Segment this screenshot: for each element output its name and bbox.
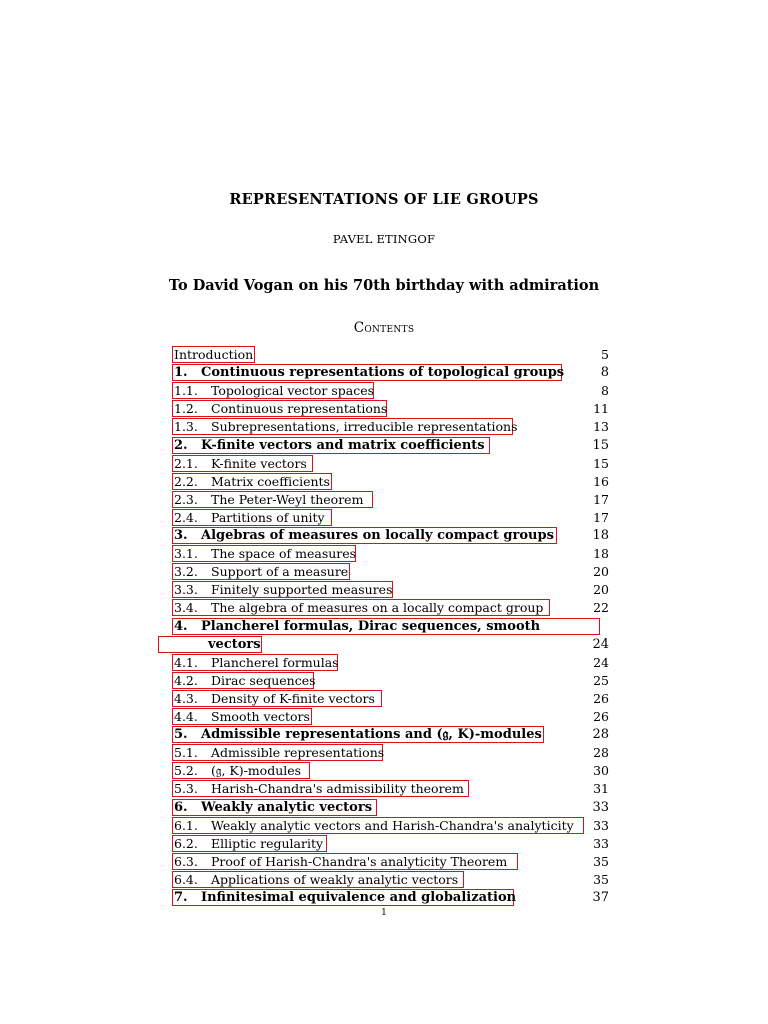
toc-page-number: 30 xyxy=(593,763,609,779)
toc-number: 2.1. xyxy=(174,455,198,471)
toc-subsection-row xyxy=(0,563,768,581)
toc-title[interactable]: Weakly analytic vectors and Harish-Chandra's analyticity xyxy=(211,817,574,833)
toc-number: 2.3. xyxy=(174,491,198,507)
toc-page-number: 11 xyxy=(593,401,609,417)
toc-title[interactable]: Topological vector spaces xyxy=(211,383,375,399)
toc-page-number: 18 xyxy=(592,528,609,543)
toc-section-row xyxy=(0,889,768,907)
toc-page-number: 33 xyxy=(593,835,609,851)
toc-subsection-row xyxy=(0,708,768,726)
toc-title[interactable]: Plancherel formulas, Dirac sequences, smooth xyxy=(201,618,541,634)
toc-number: 1.3. xyxy=(174,419,198,435)
toc-page-number: 26 xyxy=(593,709,609,724)
toc-page-number: 25 xyxy=(593,672,609,688)
toc-subsection-row xyxy=(0,473,768,491)
toc-page-number: 35 xyxy=(593,871,609,887)
toc-title[interactable]: Continuous representations of topological groups xyxy=(201,365,565,381)
toc-page-number: 37 xyxy=(592,890,609,905)
toc-title[interactable]: Density of K-finite vectors xyxy=(211,690,375,706)
toc-title[interactable]: Algebras of measures on locally compact groups xyxy=(201,528,554,543)
toc-page-number: 18 xyxy=(593,546,609,562)
toc-number: 2.2. xyxy=(174,473,198,489)
toc-page-number: 33 xyxy=(592,799,609,815)
toc-number: 2. xyxy=(174,437,188,453)
toc-page-number: 16 xyxy=(593,473,609,489)
toc-number: 4.2. xyxy=(174,672,198,688)
toc-number: 3.3. xyxy=(174,582,198,598)
toc-number: 3.4. xyxy=(174,600,198,616)
toc-subsection-row xyxy=(0,690,768,708)
toc-subsection-row xyxy=(0,654,768,672)
document-title: REPRESENTATIONS OF LIE GROUPS xyxy=(229,191,539,208)
toc-page-number: 8 xyxy=(600,365,609,381)
toc-number: 6.4. xyxy=(174,871,198,887)
toc-page-number: 8 xyxy=(601,383,609,399)
toc-page-number: 26 xyxy=(593,690,609,706)
toc-title[interactable]: Matrix coefficients xyxy=(211,473,330,489)
toc-title[interactable]: Introduction xyxy=(174,347,254,362)
toc-number: 5.3. xyxy=(174,781,198,797)
toc-title[interactable]: vectors xyxy=(208,636,261,652)
toc-section-row xyxy=(0,437,768,455)
toc-title[interactable]: Admissible representations and (𝔤, K)-modules xyxy=(201,727,542,743)
toc-intro-row xyxy=(0,346,768,364)
author-name: PAVEL ETINGOF xyxy=(332,232,436,246)
toc-page-number: 22 xyxy=(593,600,609,616)
toc-page-number: 15 xyxy=(592,437,609,453)
toc-page-number: 20 xyxy=(593,564,609,580)
toc-number: 4.1. xyxy=(174,654,198,670)
toc-title[interactable]: Partitions of unity xyxy=(211,509,325,525)
toc-title[interactable]: Subrepresentations, irreducible representations xyxy=(211,419,518,435)
toc-section-row xyxy=(0,618,768,636)
toc-number: 1.2. xyxy=(174,401,198,417)
toc-subsection-row xyxy=(0,835,768,853)
toc-title[interactable]: Harish-Chandra's admissibility theorem xyxy=(211,781,464,797)
toc-number: 4. xyxy=(174,618,188,634)
toc-number: 6.2. xyxy=(174,835,198,851)
toc-page-number: 17 xyxy=(593,491,609,507)
toc-number: 5.2. xyxy=(174,763,198,779)
toc-section-row xyxy=(0,636,768,654)
toc-section-row xyxy=(0,364,768,382)
table-of-contents xyxy=(0,346,768,906)
toc-subsection-row xyxy=(0,491,768,509)
toc-subsection-row xyxy=(0,581,768,599)
toc-title[interactable]: Applications of weakly analytic vectors xyxy=(211,871,459,887)
toc-subsection-row xyxy=(0,599,768,617)
toc-subsection-row xyxy=(0,672,768,690)
toc-subsection-row xyxy=(0,455,768,473)
toc-subsection-row xyxy=(0,382,768,400)
toc-page-number: 24 xyxy=(592,636,609,652)
toc-subsection-row xyxy=(0,817,768,835)
toc-title[interactable]: The Peter-Weyl theorem xyxy=(211,491,364,507)
toc-number: 3. xyxy=(174,528,188,543)
toc-page-number: 5 xyxy=(601,347,609,362)
toc-subsection-row xyxy=(0,780,768,798)
toc-number: 5. xyxy=(174,727,188,743)
toc-page-number: 13 xyxy=(593,419,609,435)
toc-number: 4.3. xyxy=(174,690,198,706)
toc-subsection-row xyxy=(0,418,768,436)
toc-page-number: 17 xyxy=(593,509,609,525)
toc-title[interactable]: Weakly analytic vectors xyxy=(201,799,373,815)
toc-subsection-row xyxy=(0,509,768,527)
toc-page-number: 33 xyxy=(593,817,609,833)
toc-section-row xyxy=(0,799,768,817)
toc-number: 6.1. xyxy=(174,817,198,833)
toc-number: 3.2. xyxy=(174,564,198,580)
toc-title[interactable]: Finitely supported measures xyxy=(211,582,393,598)
toc-number: 3.1. xyxy=(174,546,198,562)
toc-page-number: 24 xyxy=(593,654,609,670)
toc-title[interactable]: Admissible representations xyxy=(211,745,385,761)
toc-page-number: 15 xyxy=(593,455,609,471)
toc-title[interactable]: Proof of Harish-Chandra's analyticity Theorem xyxy=(211,853,508,869)
toc-page-number: 31 xyxy=(593,781,609,797)
toc-subsection-row xyxy=(0,871,768,889)
toc-subsection-row xyxy=(0,545,768,563)
toc-number: 6.3. xyxy=(174,853,198,869)
toc-number: 2.4. xyxy=(174,509,198,525)
toc-number: 7. xyxy=(174,890,188,905)
toc-title[interactable]: Dirac sequences xyxy=(211,672,316,688)
page-number: 1 xyxy=(381,908,387,918)
toc-number: 4.4. xyxy=(174,709,198,724)
toc-title[interactable]: (𝔤, K)-modules xyxy=(211,763,302,779)
contents-heading: Contents xyxy=(353,320,415,336)
toc-subsection-row xyxy=(0,744,768,762)
toc-number: 1. xyxy=(174,365,188,381)
toc-title[interactable]: K-finite vectors and matrix coefficients xyxy=(201,437,485,453)
toc-page-number: 28 xyxy=(593,745,609,761)
toc-title[interactable]: The algebra of measures on a locally compact group xyxy=(211,600,544,616)
toc-page-number: 35 xyxy=(593,853,609,869)
toc-page-number: 28 xyxy=(592,727,609,743)
toc-subsection-row xyxy=(0,400,768,418)
toc-number: 1.1. xyxy=(174,383,198,399)
toc-title[interactable]: Elliptic regularity xyxy=(211,835,324,851)
toc-section-row xyxy=(0,726,768,744)
toc-title[interactable]: Plancherel formulas xyxy=(211,654,339,670)
toc-subsection-row xyxy=(0,853,768,871)
toc-title[interactable]: Support of a measure xyxy=(211,564,349,580)
toc-title[interactable]: The space of measures xyxy=(211,546,357,562)
dedication: To David Vogan on his 70th birthday with admiration xyxy=(168,277,600,294)
toc-page-number: 20 xyxy=(593,582,609,598)
toc-section-row xyxy=(0,527,768,545)
toc-title[interactable]: Smooth vectors xyxy=(211,709,310,724)
toc-number: 5.1. xyxy=(174,745,198,761)
toc-title[interactable]: K-finite vectors xyxy=(211,455,307,471)
toc-subsection-row xyxy=(0,762,768,780)
toc-title[interactable]: Infinitesimal equivalence and globalization xyxy=(201,890,517,905)
toc-number: 6. xyxy=(174,799,188,815)
toc-title[interactable]: Continuous representations xyxy=(211,401,388,417)
